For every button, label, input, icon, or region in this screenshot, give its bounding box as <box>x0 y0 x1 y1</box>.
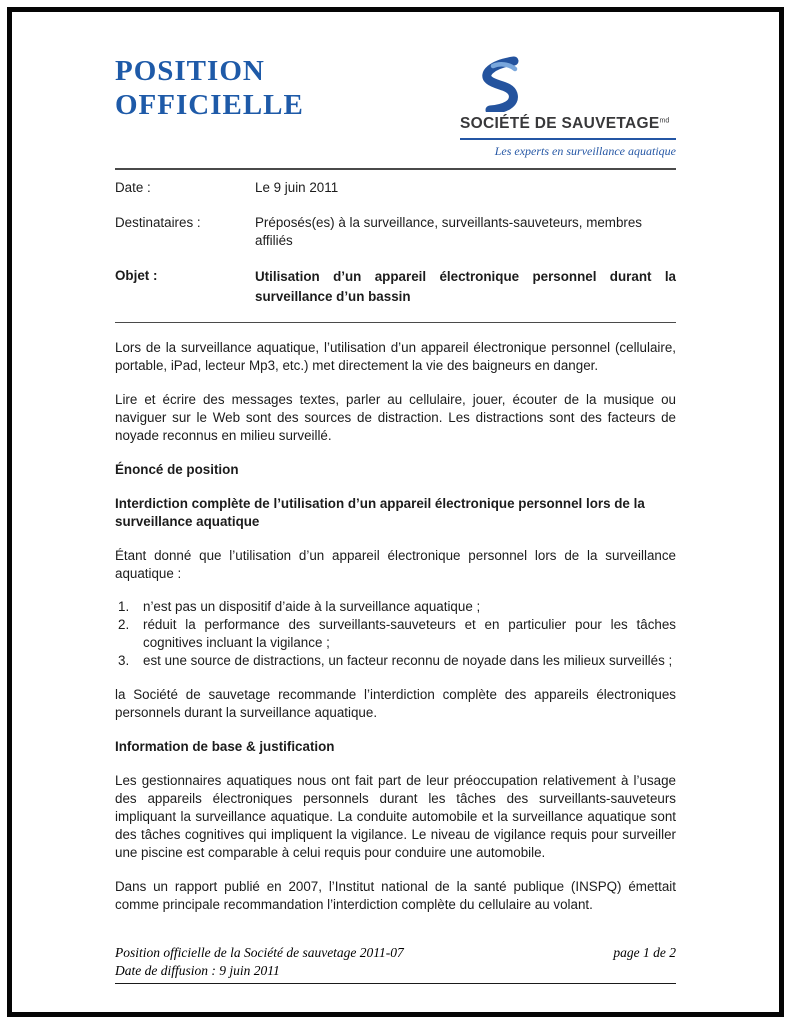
date-label: Date : <box>115 179 151 195</box>
paragraph-given-that: Étant donné que l’utilisation d’un appareil électronique personnel lors de la surveillance aquatique : <box>115 547 676 581</box>
document-body <box>115 323 676 930</box>
organization-logo <box>460 56 676 159</box>
logo-name-row <box>460 114 676 135</box>
list-item-text: n’est pas un dispositif d’aide à la surveillance aquatique ; <box>143 599 481 615</box>
page-title <box>115 54 304 122</box>
logo-trademark: md <box>659 117 670 125</box>
document-footer <box>115 944 676 984</box>
recipients-value: Préposés(es) à la surveillance, surveillants-sauveteurs, membres affiliés <box>255 214 642 248</box>
meta-row-subject <box>115 267 676 307</box>
footer-document-reference: Position officielle de la Société de sauvetage 2011-07 <box>115 944 404 960</box>
logo-divider <box>460 138 676 140</box>
date-value: Le 9 juin 2011 <box>255 179 339 195</box>
logo-s-swoosh-icon <box>474 56 522 112</box>
document-meta <box>115 170 676 313</box>
heading-position-statement: Énoncé de position <box>115 461 239 477</box>
title-line-2: OFFICIELLE <box>115 89 304 121</box>
subject-value: Utilisation d’un appareil électronique personnel durant la surveillance d’un bassin <box>255 268 676 304</box>
meta-row-date <box>115 179 676 197</box>
paragraph-recommendation: la Société de sauvetage recommande l’interdiction complète des appareils électroniques personnels durant la surveillance aquatique. <box>115 687 676 721</box>
list-item-number: 2. <box>118 617 130 633</box>
logo-name: SOCIÉTÉ DE SAUVETAGE <box>460 115 660 132</box>
heading-justification: Information de base & justification <box>115 739 335 755</box>
logo-tagline: Les experts en surveillance aquatique <box>494 143 676 158</box>
footer-divider <box>115 983 676 984</box>
list-item-text: est une source de distractions, un facteur reconnu de noyade dans les milieux surveillés ; <box>143 653 673 669</box>
list-item-number: 1. <box>118 599 130 615</box>
document-header <box>115 54 676 159</box>
list-item <box>115 598 676 616</box>
numbered-list <box>115 598 676 670</box>
footer-page-indicator: page 1 de 2 <box>613 944 676 960</box>
list-item-text: réduit la performance des surveillants-sauveteurs et en particulier pour les tâches cognitives incluant la vigilance ; <box>143 617 676 651</box>
paragraph-intro: Lors de la surveillance aquatique, l’utilisation d’un appareil électronique personnel (cellulaire, portable, iPad, lecteur Mp3, etc.) met directement la vie des baigneurs en danger. <box>115 339 676 373</box>
paragraph-distraction: Lire et écrire des messages textes, parler au cellulaire, jouer, écouter de la musique ou naviguer sur le Web sont des sources de distraction. Les distractions sont des facteurs de noyade reconnus en milieu surveillé. <box>115 391 676 443</box>
subject-label: Objet : <box>115 267 158 283</box>
list-item-number: 3. <box>118 653 130 669</box>
title-line-1: POSITION <box>115 55 265 87</box>
footer-diffusion-date: Date de diffusion : 9 juin 2011 <box>115 962 280 978</box>
footer-row <box>115 944 676 962</box>
list-item <box>115 616 676 652</box>
heading-interdiction: Interdiction complète de l’utilisation d’un appareil électronique personnel lors de la surveillance aquatique <box>115 495 645 529</box>
document-page <box>7 7 784 1017</box>
paragraph-managers: Les gestionnaires aquatiques nous ont fait part de leur préoccupation relativement à l’usage des appareils électroniques personnels durant les tâches des surveillants-sauveteurs impliquant la surveillance aquatique. La conduite automobile et la surveillance aquatique sont des tâches cognitives qui impliquent la vigilance. Le niveau de vigilance requis pour surveiller une piscine est comparable à celui requis pour conduire une automobile. <box>115 773 676 860</box>
meta-row-recipients <box>115 214 676 250</box>
paragraph-inspq: Dans un rapport publié en 2007, l’Institut national de la santé publique (INSPQ) émettait comme principale recommandation l’interdiction complète du cellulaire au volant. <box>115 878 676 912</box>
list-item <box>115 652 676 670</box>
recipients-label: Destinataires : <box>115 214 201 230</box>
